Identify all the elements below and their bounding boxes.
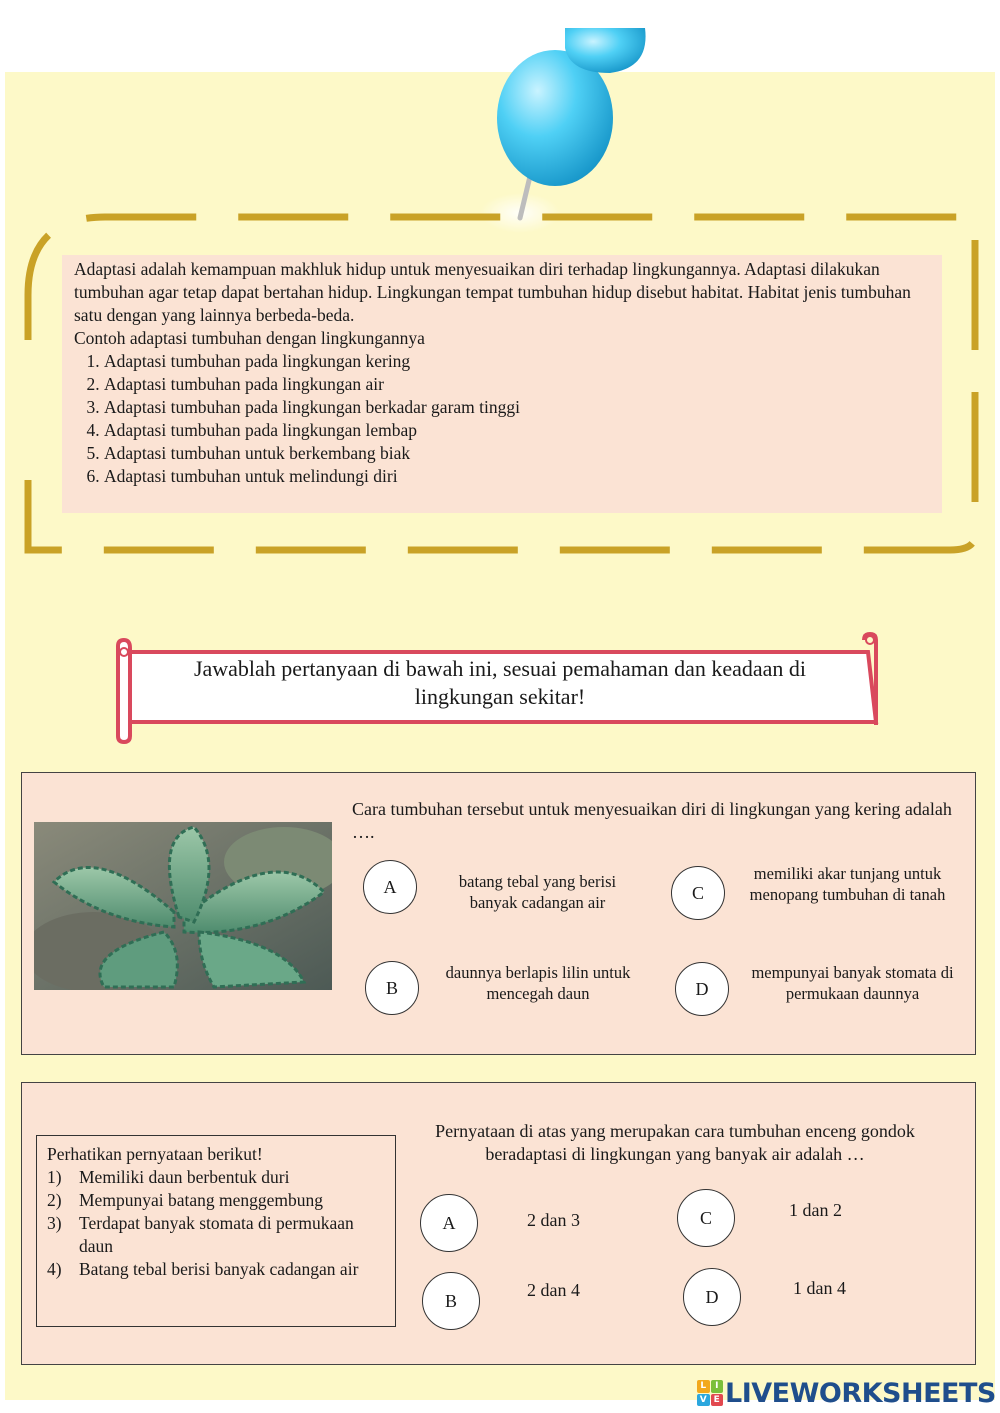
option-b-button[interactable]: B [422, 1272, 480, 1330]
option-b-text: 2 dan 4 [527, 1280, 580, 1300]
statements-list [47, 1166, 385, 1281]
question-1-text: Cara tumbuhan tersebut untuk menyesuaikan diri di lingkungan yang kering adalah …. [352, 799, 952, 842]
statements-box [36, 1135, 396, 1327]
option-d-button[interactable]: D [675, 962, 729, 1016]
statements-title: Perhatikan pernyataan berikut! [47, 1144, 263, 1164]
list-item: 2. Adaptasi tumbuhan pada lingkungan air [104, 373, 930, 396]
option-b-text: daunnya berlapis lilin untuk mencegah daun [445, 963, 631, 1003]
instruction-text: Jawablah pertanyaan di bawah ini, sesuai pemahaman dan keadaan di lingkungan sekitar! [193, 656, 807, 709]
list-item: 4. Adaptasi tumbuhan pada lingkungan lembap [104, 419, 930, 442]
option-d-text: mempunyai banyak stomata di permukaan daunnya [751, 963, 954, 1003]
liveworksheets-logo[interactable] [697, 1377, 996, 1409]
option-a-text: batang tebal yang berisi banyak cadangan air [458, 872, 617, 912]
succulent-plant-image [34, 822, 332, 990]
list-item: 6. Adaptasi tumbuhan untuk melindungi diri [104, 465, 930, 488]
option-c-text: 1 dan 2 [789, 1200, 842, 1220]
logo-mark-icon: L I V E [697, 1380, 723, 1406]
option-d-button[interactable]: D [683, 1268, 741, 1326]
option-d-text: 1 dan 4 [793, 1278, 846, 1298]
option-a-button[interactable]: A [420, 1194, 478, 1252]
intro-list-heading: Contoh adaptasi tumbuhan dengan lingkungannya [74, 328, 425, 348]
intro-box [62, 255, 942, 513]
option-c-text: memiliki akar tunjang untuk menopang tumbuhan di tanah [749, 864, 946, 904]
list-item: Terdapat banyak stomata di permukaan daun [79, 1213, 354, 1256]
logo-text: LIVEWORKSHEETS [725, 1377, 996, 1409]
list-item: 1. Adaptasi tumbuhan pada lingkungan kering [104, 350, 930, 373]
option-c-button[interactable]: C [677, 1189, 735, 1247]
option-c-button[interactable]: C [671, 866, 725, 920]
adaptation-list [74, 350, 930, 488]
list-item: Mempunyai batang menggembung [79, 1190, 323, 1210]
question-2-text: Pernyataan di atas yang merupakan cara tumbuhan enceng gondok beradaptasi di lingkungan yang banyak air adalah … [435, 1121, 915, 1164]
list-item: 3. Adaptasi tumbuhan pada lingkungan berkadar garam tinggi [104, 396, 930, 419]
intro-paragraph: Adaptasi adalah kemampuan makhluk hidup untuk menyesuaikan diri terhadap lingkungannya. Adaptasi dilakukan tumbuhan agar tetap dapat bertahan hidup. Lingkungan tempat tumbuhan hidup disebut habitat. Habitat jenis tumbuhan satu dengan yang lainnya berbeda-beda. [74, 259, 911, 325]
option-a-text: 2 dan 3 [527, 1210, 580, 1230]
list-item: 5. Adaptasi tumbuhan untuk berkembang biak [104, 442, 930, 465]
list-item: Memiliki daun berbentuk duri [79, 1167, 290, 1187]
option-a-button[interactable]: A [363, 860, 417, 914]
option-b-button[interactable]: B [365, 961, 419, 1015]
list-item: Batang tebal berisi banyak cadangan air [79, 1259, 359, 1279]
